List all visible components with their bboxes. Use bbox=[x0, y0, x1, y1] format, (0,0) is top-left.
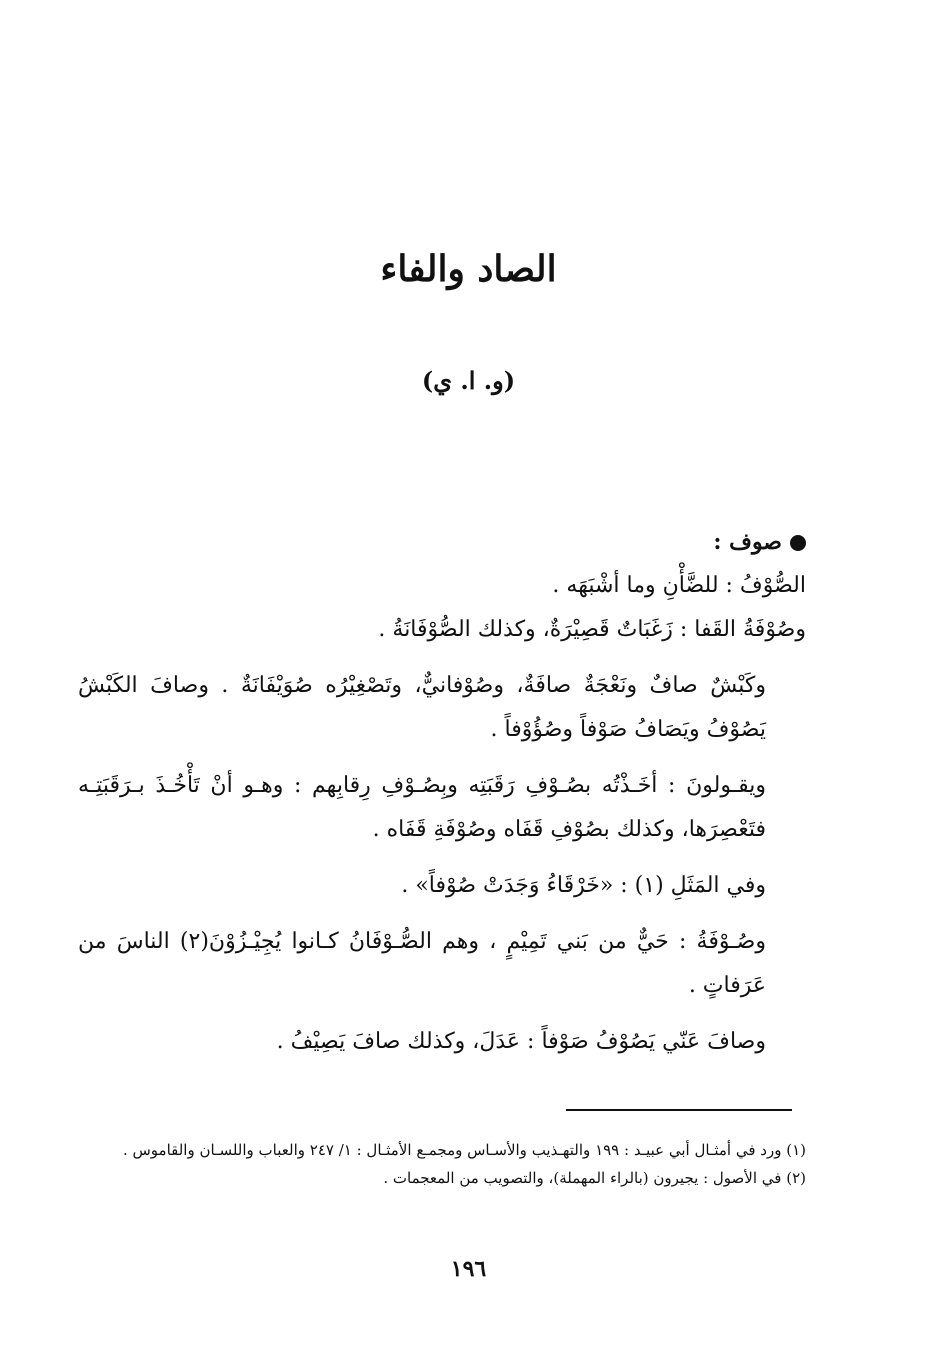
definition-paragraph: وكَبْشٌ صافٌ ونَعْجَةٌ صافَةٌ، وصُوْفانيٌّ، وتَصْغِيْرُه صُوَيْفَانَةٌ . وصافَ الكَبْشُ يَصُوْفُ ويَصَافُ صَوْفاً وصُؤُوْفاً . bbox=[78, 673, 766, 742]
definition-line: وصُوْفَةُ القَفا : زَغَبَاتٌ قَصِيْرَةٌ، وكذلك الصُّوْفَانَةُ . bbox=[378, 617, 806, 642]
page-number: ١٩٦ bbox=[450, 1256, 487, 1282]
footnote-2: (٢) في الأصول : يجيرون (بالراء المهملة)، والتصويب من المعجمات . bbox=[383, 1169, 806, 1187]
entry-headword bbox=[78, 520, 806, 564]
section-title: الصاد والفاء bbox=[380, 248, 557, 290]
footnote-1: (١) ورد في أمثـال أبي عبيـد : ١٩٩ والتهـذيب والأسـاس ومجمـع الأمثـال : ١/ ٢٤٧ والعباب واللسـان والقاموس . bbox=[122, 1141, 806, 1159]
headword-text: صوف : bbox=[713, 529, 782, 555]
footnotes bbox=[78, 1136, 806, 1192]
entry-body bbox=[78, 520, 806, 1076]
footnote-divider bbox=[566, 1109, 792, 1111]
bullet-icon bbox=[790, 535, 806, 551]
definition-paragraph: وصُـوْفَةُ : حَيٌّ من بَني تَمِيْمٍ ، وهم الصُّـوْفَانُ كـانوا يُجِيْـزُوْنَ(٢) الناسَ من عَرَفاتٍ . bbox=[78, 929, 766, 998]
definition-paragraph: وصافَ عَنّي يَصُوْفُ صَوْفاً : عَدَلَ، وكذلك صافَ يَصِيْفُ . bbox=[276, 1029, 766, 1054]
definition-line: الصُّوْفُ : للضَّأْنِ وما أشْبَهَه . bbox=[552, 573, 806, 598]
section-subtitle: (و. ا. ي) bbox=[421, 366, 516, 395]
definition-paragraph: ويقـولونَ : أخَـذْتُه بصُـوْفِ رَقَبَتِه وبِصُـوْفِ رِقابِهم : وهـو أنْ تَأْخُـذَ بـرَقَبَتِـه فتَعْصِرَها، وكذلك بصُوْفِ قَفَاه وصُوْفَةِ قَفَاه . bbox=[78, 773, 766, 842]
definition-paragraph: وفي المَثَلِ (١) : «خَرْقَاءُ وَجَدَتْ صُوْفاً» . bbox=[401, 873, 766, 898]
